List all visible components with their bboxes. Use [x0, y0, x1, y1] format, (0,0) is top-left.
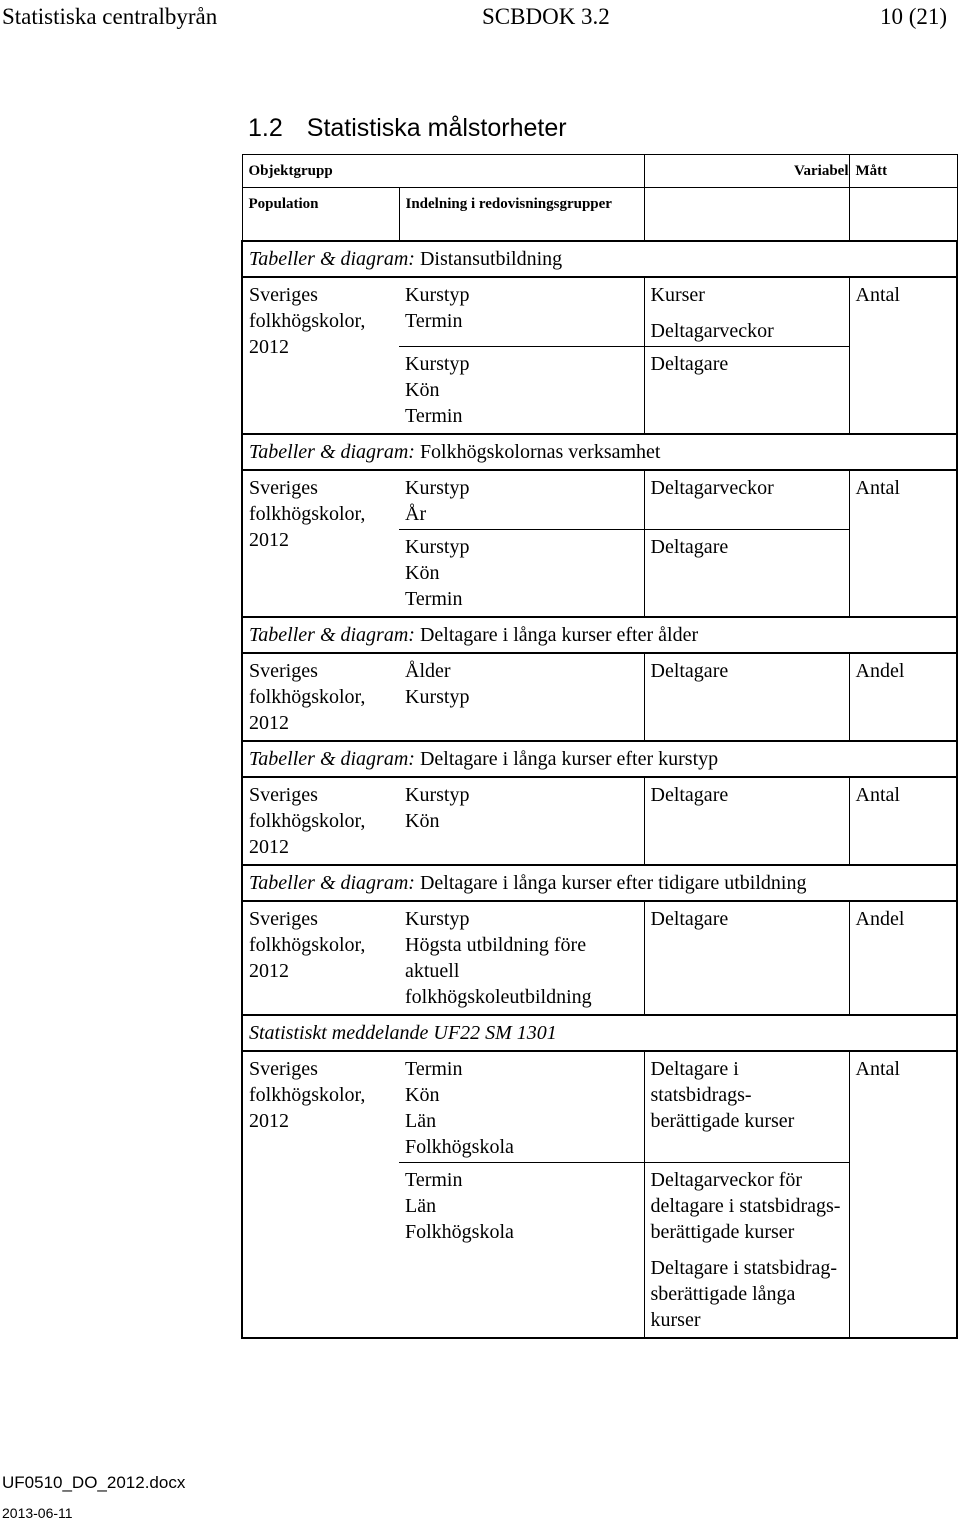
variabel-block — [651, 1056, 843, 1160]
variabel-item: Deltagare — [650, 353, 729, 375]
indelning-item: Termin — [405, 405, 463, 427]
population-cell: Sveriges folkhögskolor, 2012 — [242, 777, 399, 865]
table-header-row-1 — [242, 155, 957, 188]
group-name: Folkhögskolornas verksamhet — [419, 441, 661, 463]
section-title: Statistiska målstorheter — [306, 114, 567, 142]
indelning-item: Län — [405, 1110, 437, 1132]
indelning-cell — [399, 777, 644, 865]
group-prefix: Tabeller & diagram: — [249, 248, 415, 270]
indelning-block — [405, 282, 638, 344]
indelning-item: Kurstyp — [405, 284, 470, 306]
indelning-item: År — [405, 503, 427, 525]
indelning-item: Termin — [405, 1169, 463, 1191]
matt-cell: Andel — [849, 901, 957, 1015]
indelning-item: Termin — [405, 1058, 463, 1080]
population-cell: Sveriges folkhögskolor, 2012 — [242, 901, 399, 1015]
variabel-cell — [644, 1051, 849, 1338]
header-objektgrupp: Objektgrupp — [242, 155, 644, 188]
indelning-item: Kurstyp — [405, 477, 470, 499]
variabel-block — [651, 658, 843, 710]
header-variabel: Variabel — [644, 155, 849, 188]
variabel-item: Deltagarveckor för deltagare i statsbidrags- berättigade kurser — [650, 1169, 841, 1243]
variabel-item: Deltagare — [650, 536, 729, 558]
group-title-row — [242, 1015, 957, 1051]
variabel-item: Deltagare — [650, 784, 729, 806]
indelning-block — [405, 346, 638, 429]
group-name: Deltagare i långa kurser efter kurstyp — [419, 748, 719, 770]
matt-cell: Antal — [849, 777, 957, 865]
indelning-item: Kön — [405, 562, 440, 584]
group-title — [242, 865, 957, 901]
group-content-row — [242, 653, 957, 741]
group-prefix: Tabeller & diagram: — [249, 872, 415, 894]
group-title — [242, 1015, 957, 1051]
indelning-item: Kön — [405, 379, 440, 401]
indelning-block — [405, 906, 638, 1010]
group-title-row — [242, 617, 957, 653]
document-id: SCBDOK 3.2 — [482, 4, 610, 29]
group-title — [242, 741, 957, 777]
indelning-item: Kurstyp — [405, 908, 470, 930]
group-name: Distansutbildning — [419, 248, 563, 270]
variabel-item: Kurser — [650, 284, 705, 306]
variabel-cell — [644, 653, 849, 741]
indelning-cell — [399, 1051, 644, 1338]
group-name: Deltagare i långa kurser efter tidigare utbildning — [419, 872, 807, 894]
group-title — [242, 434, 957, 470]
indelning-block — [405, 782, 638, 834]
variabel-item: Deltagare i statsbidrags- berättigade kurser — [650, 1058, 795, 1132]
indelning-block — [405, 475, 638, 527]
indelning-item: Folkhögskola — [405, 1221, 514, 1243]
group-content-row — [242, 901, 957, 1015]
variabel-block — [651, 282, 843, 344]
indelning-block — [405, 1162, 638, 1333]
group-title — [242, 241, 957, 277]
group-content-row — [242, 470, 957, 617]
population-cell: Sveriges folkhögskolor, 2012 — [242, 653, 399, 741]
group-title — [242, 617, 957, 653]
group-prefix: Tabeller & diagram: — [249, 441, 415, 463]
variabel-block — [651, 782, 843, 834]
population-cell: Sveriges folkhögskolor, 2012 — [242, 1051, 399, 1338]
variabel-cell — [644, 470, 849, 617]
header-population: Population — [242, 188, 399, 242]
header-matt: Mått — [849, 155, 957, 188]
indelning-cell — [399, 901, 644, 1015]
indelning-item: Kurstyp — [405, 784, 470, 806]
matt-cell: Antal — [849, 470, 957, 617]
matt-cell: Antal — [849, 1051, 957, 1338]
variabel-block — [651, 475, 843, 527]
variabel-block — [651, 346, 843, 429]
indelning-cell — [399, 470, 644, 617]
indelning-item: Kön — [405, 1084, 440, 1106]
group-title-row — [242, 241, 957, 277]
group-name: Deltagare i långa kurser efter ålder — [419, 624, 699, 646]
variabel-item: Deltagarveckor — [650, 477, 774, 499]
group-content-row — [242, 277, 957, 434]
section-number: 1.2 — [248, 114, 283, 142]
measures-table — [241, 154, 958, 1339]
variabel-cell — [644, 901, 849, 1015]
page-header — [0, 0, 960, 40]
variabel-cell — [644, 777, 849, 865]
indelning-block — [405, 1056, 638, 1160]
indelning-item: Kurstyp — [405, 353, 470, 375]
header-matt-empty — [849, 188, 957, 242]
variabel-item: Deltagare — [650, 660, 729, 682]
group-prefix: Tabeller & diagram: — [249, 748, 415, 770]
indelning-item: Kurstyp — [405, 536, 470, 558]
indelning-block — [405, 658, 638, 710]
indelning-item: Högsta utbildning före aktuell folkhögskoleutbildning — [405, 934, 592, 1008]
variabel-item: Deltagare — [650, 908, 729, 930]
org-name: Statistiska centralbyrån — [2, 4, 218, 29]
group-content-row — [242, 777, 957, 865]
group-name: Statistiskt meddelande UF22 SM 1301 — [249, 1022, 557, 1044]
population-cell: Sveriges folkhögskolor, 2012 — [242, 470, 399, 617]
indelning-item: Folkhögskola — [405, 1136, 514, 1158]
group-prefix: Tabeller & diagram: — [249, 624, 415, 646]
page-number: 10 (21) — [880, 4, 948, 29]
table-header-row-2 — [242, 188, 957, 242]
variabel-block — [651, 906, 843, 1010]
group-content-row — [242, 1051, 957, 1338]
indelning-item: Termin — [405, 588, 463, 610]
indelning-block — [405, 529, 638, 612]
variabel-item: Deltagarveckor — [650, 320, 774, 342]
variabel-item: Deltagare i statsbidrag- sberättigade långa kurser — [650, 1257, 838, 1331]
footer-filename: UF0510_DO_2012.docx — [2, 1473, 186, 1492]
population-cell: Sveriges folkhögskolor, 2012 — [242, 277, 399, 434]
header-variabel-empty — [644, 188, 849, 242]
group-title-row — [242, 865, 957, 901]
variabel-block — [651, 1162, 843, 1333]
section-heading — [248, 114, 567, 143]
indelning-item: Kön — [405, 810, 440, 832]
indelning-item: Ålder — [405, 660, 451, 682]
footer-date: 2013-06-11 — [2, 1505, 73, 1521]
group-title-row — [242, 434, 957, 470]
variabel-block — [651, 529, 843, 612]
matt-cell: Antal — [849, 277, 957, 434]
indelning-item: Län — [405, 1195, 437, 1217]
indelning-item: Kurstyp — [405, 686, 470, 708]
indelning-cell — [399, 277, 644, 434]
variabel-cell — [644, 277, 849, 434]
group-title-row — [242, 741, 957, 777]
indelning-cell — [399, 653, 644, 741]
indelning-item: Termin — [405, 310, 463, 332]
header-indelning: Indelning i redovisningsgrupper — [399, 188, 644, 242]
matt-cell: Andel — [849, 653, 957, 741]
